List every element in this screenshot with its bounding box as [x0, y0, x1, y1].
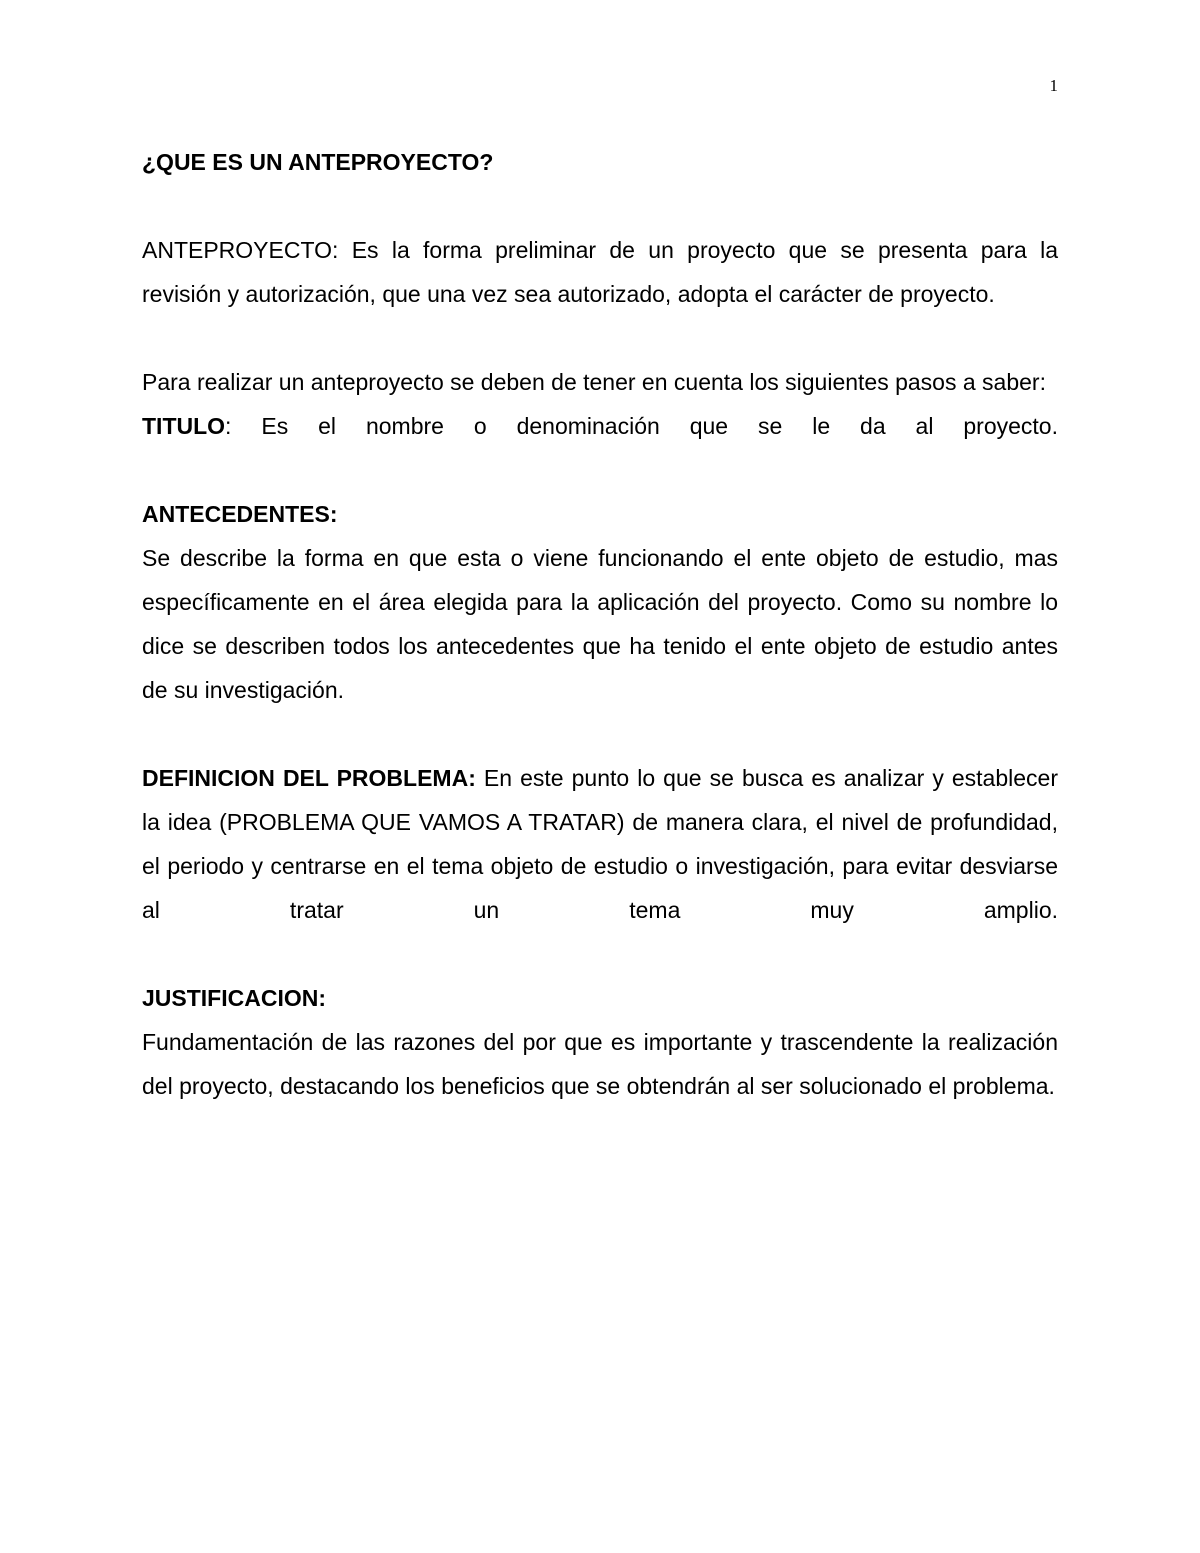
document-title: ¿QUE ES UN ANTEPROYECTO? [142, 149, 494, 175]
paragraph-spacer [142, 448, 1058, 492]
definicion-problema-label: DEFINICION DEL PROBLEMA: [142, 765, 476, 791]
definicion-problema-paragraph [142, 756, 1058, 932]
intro-paragraph: Para realizar un anteproyecto se deben de tener en cuenta los siguientes pasos a saber: [142, 369, 1046, 395]
titulo-paragraph [142, 404, 1058, 448]
justificacion-label: JUSTIFICACION: [142, 985, 326, 1011]
antecedentes-label: ANTECEDENTES: [142, 501, 338, 527]
paragraph-spacer [142, 932, 1058, 976]
titulo-text: : Es el nombre o denominación que se le da al proyecto. [225, 413, 1058, 439]
titulo-label: TITULO [142, 413, 226, 439]
antecedentes-paragraph: Se describe la forma en que esta o viene funcionando el ente objeto de estudio, mas específicamente en el área elegida para la aplicación del proyecto. Como su nombre lo dice se describen todos los antecedentes que ha tenido el ente objeto de estudio antes de su investigación. [142, 545, 1058, 703]
antecedentes-heading [142, 492, 1058, 536]
definition-paragraph: ANTEPROYECTO: Es la forma preliminar de un proyecto que se presenta para la revisión y autorización, que una vez sea autorizado, adopta el carácter de proyecto. [142, 237, 1058, 307]
definicion-problema-text: En este punto lo que se busca es analizar y establecer la idea (PROBLEMA QUE VAMOS A TRATAR) de manera clara, el nivel de profundidad, el periodo y centrarse en el tema objeto de estudio o investigación, para evitar desviarse al tratar un tema muy amplio. [142, 765, 1058, 923]
justificacion-heading [142, 976, 1058, 1020]
page-number: 1 [1049, 76, 1058, 95]
document-body [142, 140, 1058, 1108]
paragraph-spacer [142, 316, 1058, 360]
justificacion-paragraph: Fundamentación de las razones del por que es importante y trascendente la realización del proyecto, destacando los beneficios que se obtendrán al ser solucionado el problema. [142, 1029, 1058, 1099]
paragraph-spacer [142, 712, 1058, 756]
